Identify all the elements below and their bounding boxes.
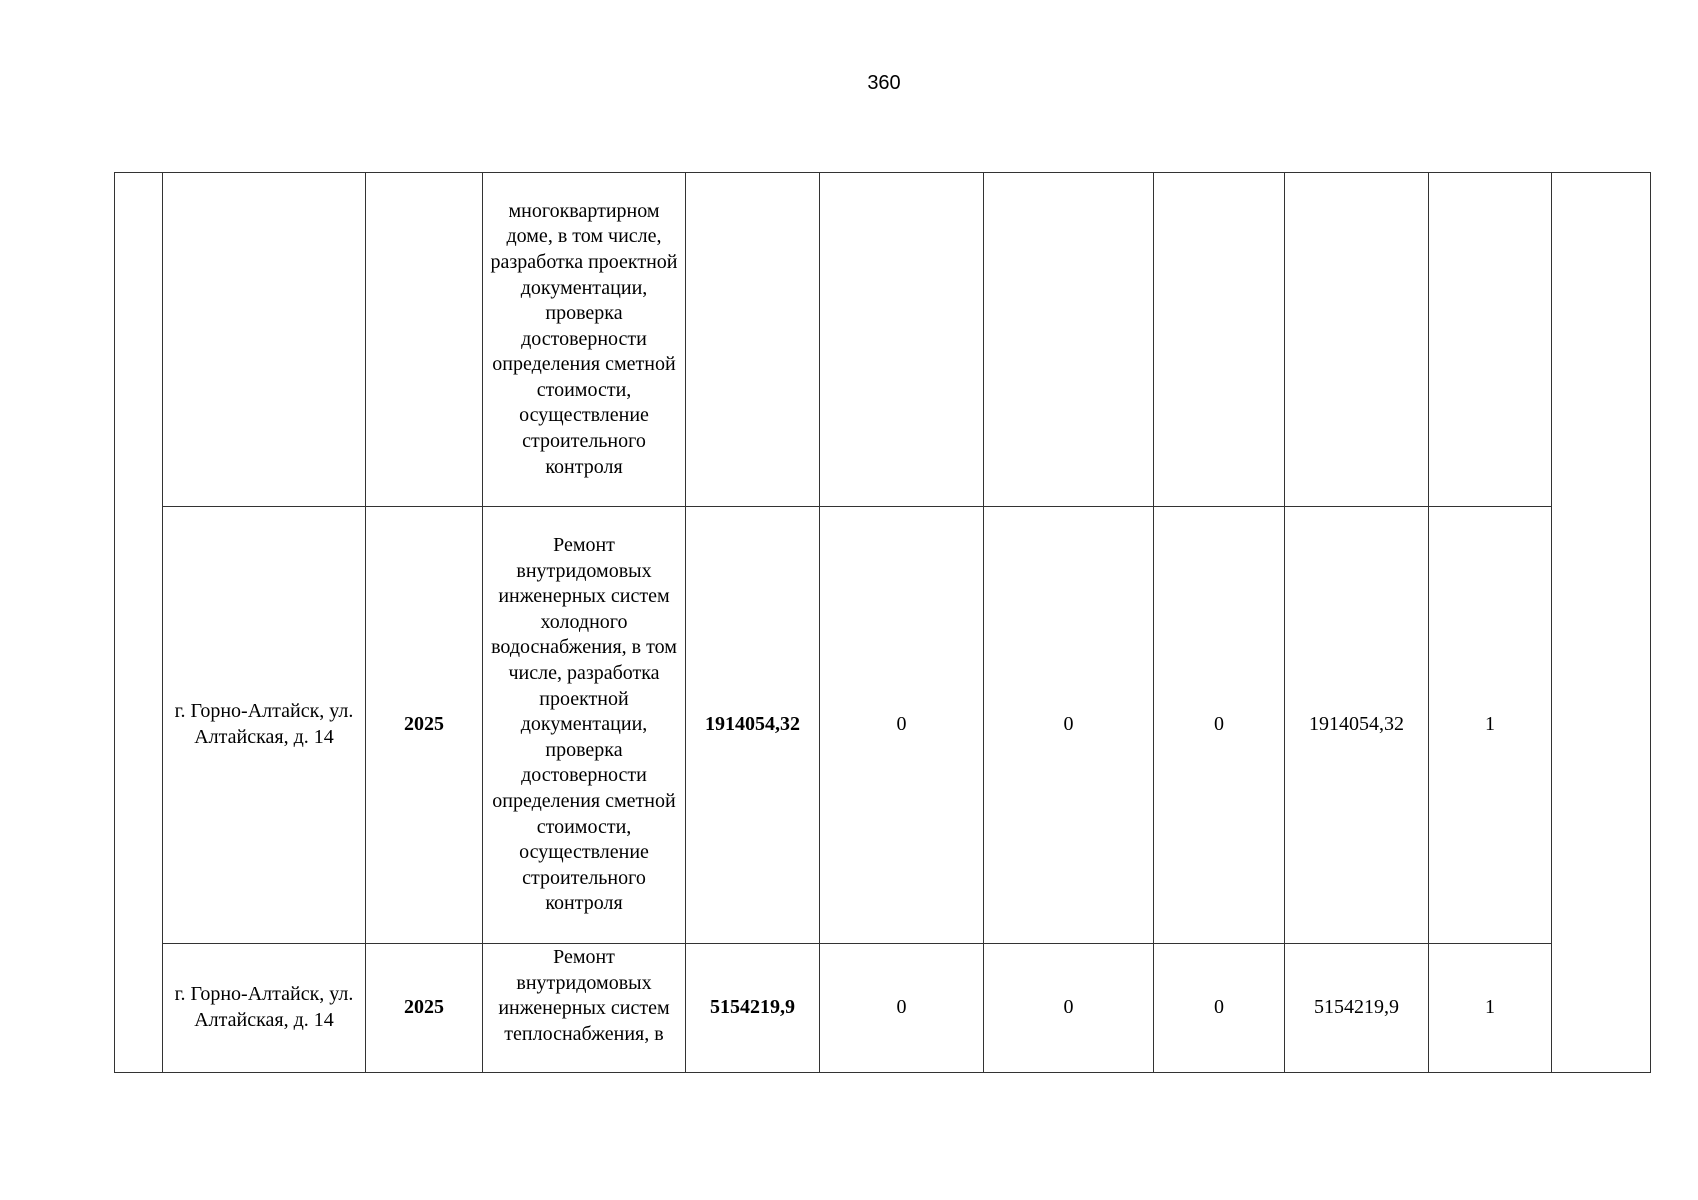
year-cell: 2025 (366, 944, 483, 1073)
owners-funds-cell (1285, 173, 1429, 507)
address-cell: г. Горно-Алтайск, ул. Алтайская, д. 14 (163, 507, 366, 944)
federal-funds-cell: 0 (820, 507, 984, 944)
total-cost-cell (686, 173, 820, 507)
local-funds-cell: 0 (1154, 944, 1285, 1073)
federal-funds-cell (820, 173, 984, 507)
local-funds-cell: 0 (1154, 507, 1285, 944)
table-row (115, 507, 1651, 944)
count-cell: 1 (1429, 507, 1552, 944)
year-cell (366, 173, 483, 507)
work-type-text: Ремонт внутридомовых инженерных систем теплоснабжения, в (498, 946, 670, 1045)
address-cell (163, 173, 366, 507)
local-funds-cell (1154, 173, 1285, 507)
regional-funds-cell: 0 (984, 944, 1154, 1073)
table-row (115, 944, 1651, 1073)
notes-cell (1552, 173, 1651, 1073)
owners-funds-cell: 1914054,32 (1285, 507, 1429, 944)
capital-repair-table (114, 172, 1651, 1073)
total-cost-cell: 5154219,9 (686, 944, 820, 1073)
work-type-cell (483, 944, 686, 1073)
federal-funds-cell: 0 (820, 944, 984, 1073)
total-cost-cell: 1914054,32 (686, 507, 820, 944)
count-cell: 1 (1429, 944, 1552, 1073)
table-row (115, 173, 1651, 507)
page-number: 360 (867, 72, 901, 94)
work-type-cell: многоквартирном доме, в том числе, разработка проектной документации, проверка достоверности определения сметной стоимости, осуществление строительного контроля (483, 173, 686, 507)
owners-funds-cell: 5154219,9 (1285, 944, 1429, 1073)
regional-funds-cell: 0 (984, 507, 1154, 944)
row-number-cell (115, 173, 163, 1073)
year-cell: 2025 (366, 507, 483, 944)
count-cell (1429, 173, 1552, 507)
address-cell: г. Горно-Алтайск, ул. Алтайская, д. 14 (163, 944, 366, 1073)
work-type-cell: Ремонт внутридомовых инженерных систем холодного водоснабжения, в том числе, разработка проектной документации, проверка достоверности определения сметной стоимости, осуществление строительного контроля (483, 507, 686, 944)
regional-funds-cell (984, 173, 1154, 507)
